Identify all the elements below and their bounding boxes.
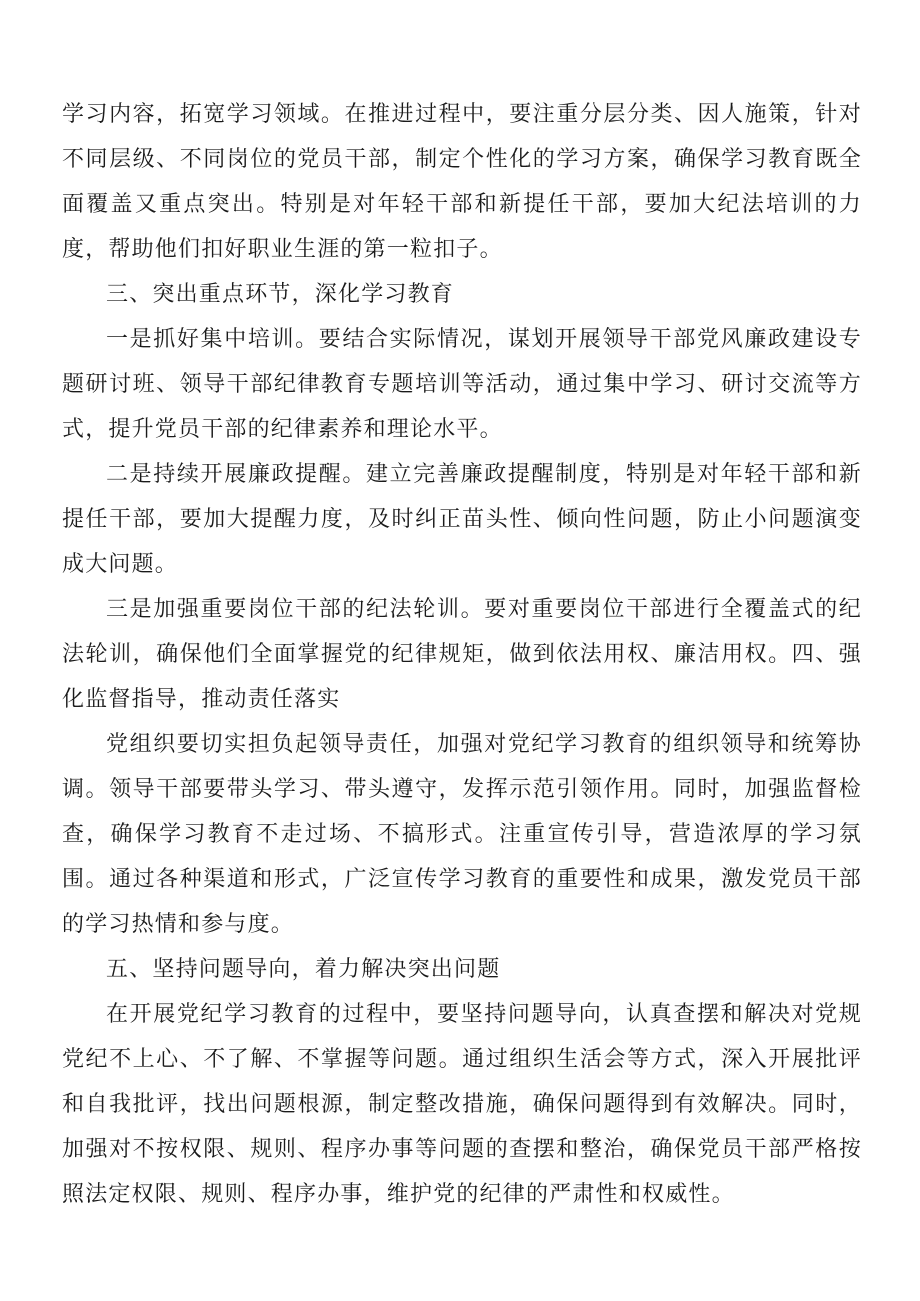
document-page: [62, 92, 862, 1217]
paragraph-continuation: 学习内容，拓宽学习领域。在推进过程中，要注重分层分类、因人施策，针对不同层级、不同岗位的党员干部，制定个性化的学习方案，确保学习教育既全面覆盖又重点突出。特别是对年轻干部和新提任干部，要加大纪法培训的力度，帮助他们扣好职业生涯的第一粒扣子。: [62, 102, 862, 262]
paragraph-supervision: 党组织要切实担负起领导责任，加强对党纪学习教育的组织领导和统筹协调。领导干部要带头学习、带头遵守，发挥示范引领作用。同时，加强监督检查，确保学习教育不走过场、不搞形式。注重宣传引导，营造浓厚的学习氛围。通过各种渠道和形式，广泛宣传学习教育的重要性和成果，激发党员干部的学习热情和参与度。: [62, 732, 862, 937]
section-heading-3: 三、突出重点环节，深化学习教育: [106, 282, 455, 307]
section-heading-5: 五、坚持问题导向，着力解决突出问题: [106, 957, 501, 982]
paragraph-integrity-reminder: 二是持续开展廉政提醒。建立完善廉政提醒制度，特别是对年轻干部和新提任干部，要加大提醒力度，及时纠正苗头性、倾向性问题，防止小问题演变成大问题。: [62, 462, 862, 577]
paragraph-centralized-training: 一是抓好集中培训。要结合实际情况，谋划开展领导干部党风廉政建设专题研讨班、领导干部纪律教育专题培训等活动，通过集中学习、研讨交流等方式，提升党员干部的纪律素养和理论水平。: [62, 327, 862, 442]
paragraph-problem-orientation: 在开展党纪学习教育的过程中，要坚持问题导向，认真查摆和解决对党规党纪不上心、不了解、不掌握等问题。通过组织生活会等方式，深入开展批评和自我批评，找出问题根源，制定整改措施，确保问题得到有效解决。同时，加强对不按权限、规则、程序办事等问题的查摆和整治，确保党员干部严格按照法定权限、规则、程序办事，维护党的纪律的严肃性和权威性。: [62, 1002, 862, 1207]
paragraph-key-post-training: 三是加强重要岗位干部的纪法轮训。要对重要岗位干部进行全覆盖式的纪法轮训，确保他们全面掌握党的纪律规矩，做到依法用权、廉洁用权。四、强化监督指导，推动责任落实: [62, 597, 862, 712]
